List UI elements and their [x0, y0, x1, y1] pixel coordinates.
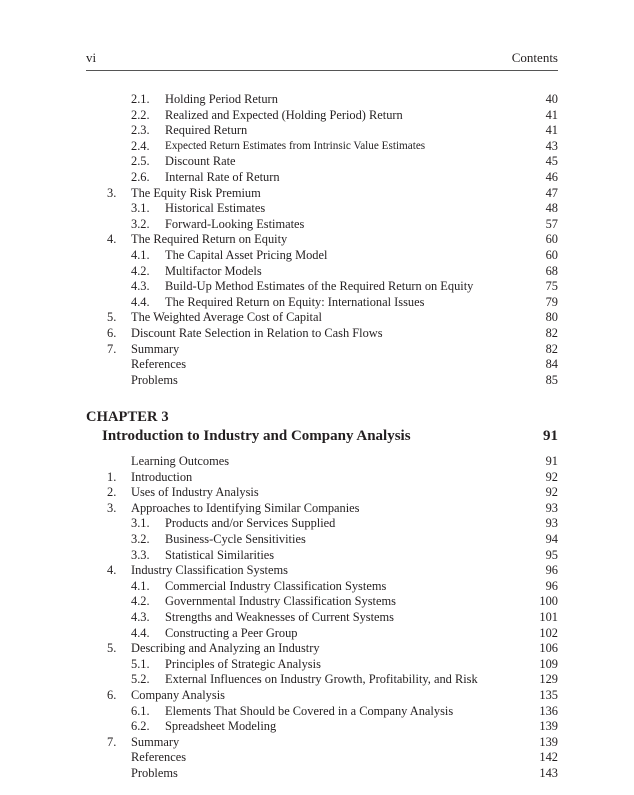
toc-entry-number: 5.1.	[131, 656, 150, 671]
toc-entry-number: 6.1.	[131, 703, 150, 718]
toc-entry-page: 40	[545, 92, 558, 106]
toc-entry-number: 2.4.	[131, 138, 150, 153]
toc-entry-number: 4.4.	[131, 294, 150, 309]
toc-entry-title: Discount Rate	[165, 154, 236, 169]
toc-entry-page: 91	[545, 454, 558, 468]
toc-entry-number: 4.4.	[131, 625, 150, 640]
toc-entry-title: Required Return	[165, 123, 248, 138]
toc-entry[interactable]	[86, 373, 558, 389]
toc-entry-number: 5.	[107, 310, 117, 325]
chapter-title-row[interactable]	[86, 426, 558, 448]
toc-entry-page: 48	[545, 201, 558, 216]
toc-entry[interactable]	[86, 454, 558, 470]
toc-entry-title: Principles of Strategic Analysis	[165, 656, 321, 671]
toc-entry-number: 4.3.	[131, 279, 150, 294]
toc-entry-title: Governmental Industry Classification Systems	[165, 594, 396, 609]
toc-entry-page: 80	[545, 310, 558, 325]
toc-entry[interactable]	[86, 548, 558, 564]
toc-entry-number: 3.2.	[131, 531, 150, 546]
toc-entry-number: 2.2.	[131, 107, 150, 122]
toc-entry-number: 4.	[107, 563, 117, 578]
toc-entry-title: The Weighted Average Cost of Capital	[131, 310, 322, 325]
toc-entry-page: 47	[545, 185, 558, 200]
toc-entry-title: Expected Return Estimates from Intrinsic Value Estimates	[165, 139, 426, 152]
toc-entry-page: 68	[545, 263, 558, 278]
toc-entry-page: 92	[545, 485, 558, 500]
toc-entry-page: 96	[545, 563, 558, 578]
toc-entry-number: 3.1.	[131, 516, 150, 531]
toc-entry-title: Elements That Should be Covered in a Company Analysis	[165, 703, 454, 718]
toc-entry[interactable]	[86, 232, 558, 248]
toc-entry-number: 3.1.	[131, 201, 150, 216]
toc-entry[interactable]	[86, 579, 558, 595]
toc-entry-page: 84	[545, 357, 558, 372]
toc-entry[interactable]	[86, 516, 558, 532]
toc-entry-page: 82	[545, 325, 558, 340]
toc-entry[interactable]	[86, 672, 558, 688]
toc-entry-number: 2.5.	[131, 154, 150, 169]
toc-entry-page: 85	[545, 372, 558, 387]
toc-entry-number: 2.	[107, 485, 117, 500]
toc-entry-number: 4.1.	[131, 247, 150, 262]
toc-entry-page: 43	[545, 138, 558, 153]
toc-entry-number: 6.	[107, 687, 117, 702]
toc-entry-page: 136	[539, 703, 558, 718]
toc-entry-number: 2.1.	[131, 92, 150, 106]
toc-entry-title: Describing and Analyzing an Industry	[131, 641, 320, 656]
toc-entry-title: Industry Classification Systems	[131, 563, 288, 578]
toc-entry-page: 93	[545, 500, 558, 515]
toc-entry-title: Problems	[131, 765, 178, 780]
toc-entry[interactable]	[86, 248, 558, 264]
toc-entry-page: 82	[545, 341, 558, 356]
toc-entry[interactable]	[86, 750, 558, 766]
toc-entry-title: Historical Estimates	[165, 201, 266, 216]
toc-entry-title: The Capital Asset Pricing Model	[165, 247, 328, 262]
toc-entry-page: 75	[545, 279, 558, 294]
chapter-label: CHAPTER 3	[86, 409, 169, 425]
toc-entry-title: Spreadsheet Modeling	[165, 719, 277, 734]
toc-entry-page: 41	[545, 107, 558, 122]
toc-entry-number: 2.6.	[131, 169, 150, 184]
toc-entry-page: 100	[539, 594, 558, 609]
toc-entry-page: 60	[545, 247, 558, 262]
toc-entry-page: 101	[539, 609, 558, 624]
toc-entry-title: Build-Up Method Estimates of the Required Return on Equity	[165, 279, 474, 294]
toc-entry-page: 93	[545, 516, 558, 531]
toc-entry[interactable]	[86, 326, 558, 342]
toc-entry[interactable]	[86, 108, 558, 124]
toc-entry[interactable]	[86, 657, 558, 673]
toc-entry[interactable]	[86, 295, 558, 311]
toc-entry-title: The Equity Risk Premium	[131, 185, 261, 200]
toc-entry[interactable]	[86, 563, 558, 579]
toc-entry-title: Business-Cycle Sensitivities	[165, 531, 306, 546]
toc-entry-title: The Required Return on Equity: International Issues	[165, 294, 425, 309]
toc-entry-title: Forward-Looking Estimates	[165, 216, 305, 231]
toc-entry-number: 5.	[107, 641, 117, 656]
toc-previous-chapter	[86, 92, 558, 388]
toc-entry[interactable]	[86, 594, 558, 610]
toc-entry-title: Discount Rate Selection in Relation to Cash Flows	[131, 325, 383, 340]
toc-entry-number: 6.	[107, 325, 117, 340]
toc-entry-page: 129	[539, 672, 558, 687]
toc-entry[interactable]	[86, 310, 558, 326]
toc-entry-page: 41	[545, 123, 558, 138]
toc-entry[interactable]	[86, 501, 558, 517]
toc-entry[interactable]	[86, 123, 558, 139]
toc-entry-page: 106	[539, 641, 558, 656]
toc-entry-page: 139	[539, 719, 558, 734]
toc-entry-title: Statistical Similarities	[165, 547, 275, 562]
toc-entry[interactable]	[86, 217, 558, 233]
toc-entry-number: 3.3.	[131, 547, 150, 562]
toc-entry[interactable]	[86, 139, 558, 155]
toc-entry-title: Strengths and Weaknesses of Current Systems	[165, 609, 395, 624]
toc-entry-page: 92	[545, 469, 558, 484]
toc-entry-page: 57	[545, 216, 558, 231]
toc-entry-page: 94	[545, 531, 558, 546]
toc-entry[interactable]	[86, 154, 558, 170]
toc-entry[interactable]	[86, 704, 558, 720]
toc-entry-title: External Influences on Industry Growth, Profitability, and Risk	[165, 672, 478, 687]
toc-entry-number: 3.2.	[131, 216, 150, 231]
toc-entry-title: Internal Rate of Return	[165, 169, 280, 184]
page-header	[86, 50, 558, 68]
toc-entry[interactable]	[86, 688, 558, 704]
toc-entry-title: References	[131, 357, 187, 372]
toc-entry-number: 4.	[107, 232, 117, 247]
toc-entry-page: 96	[545, 578, 558, 593]
toc-entry-number: 1.	[107, 469, 117, 484]
toc-entry-title: Constructing a Peer Group	[165, 625, 298, 640]
chapter-title: Introduction to Industry and Company Analysis	[102, 428, 411, 444]
toc-entry-page: 139	[539, 734, 558, 749]
chapter-heading	[86, 408, 558, 448]
toc-entry[interactable]	[86, 170, 558, 186]
toc-entry-page: 102	[539, 625, 558, 640]
toc-entry-page: 143	[539, 765, 558, 780]
toc-entry-title: Uses of Industry Analysis	[131, 485, 259, 500]
toc-entry-title: Commercial Industry Classification Systems	[165, 578, 387, 593]
toc-entry-title: Introduction	[131, 469, 193, 484]
toc-entry[interactable]	[86, 719, 558, 735]
toc-entry-number: 7.	[107, 734, 117, 749]
toc-entry-title: Products and/or Services Supplied	[165, 516, 336, 531]
toc-entry[interactable]	[86, 201, 558, 217]
toc-entry-page: 45	[545, 154, 558, 169]
toc-entry-number: 2.3.	[131, 123, 150, 138]
toc-entry-title: Multifactor Models	[165, 263, 262, 278]
toc-entry-title: Realized and Expected (Holding Period) Return	[165, 107, 403, 122]
toc-entry-title: References	[131, 750, 187, 765]
toc-entry[interactable]	[86, 186, 558, 202]
toc-entry-number: 4.1.	[131, 578, 150, 593]
toc-entry-title: Summary	[131, 734, 180, 749]
toc-entry-title: Company Analysis	[131, 687, 225, 702]
toc-entry-title: Problems	[131, 372, 178, 387]
toc-entry[interactable]	[86, 766, 558, 782]
toc-entry-title: The Required Return on Equity	[131, 232, 288, 247]
toc-entry-number: 3.	[107, 185, 117, 200]
toc-chapter-3	[86, 454, 558, 781]
toc-entry[interactable]	[86, 485, 558, 501]
toc-entry-title: Holding Period Return	[165, 92, 278, 106]
toc-entry-number: 6.2.	[131, 719, 150, 734]
chapter-page-number: 91	[543, 428, 558, 444]
toc-entry[interactable]	[86, 92, 558, 108]
toc-entry[interactable]	[86, 532, 558, 548]
toc-entry[interactable]	[86, 470, 558, 486]
toc-entry[interactable]	[86, 342, 558, 358]
toc-entry[interactable]	[86, 357, 558, 373]
toc-entry[interactable]	[86, 279, 558, 295]
toc-entry[interactable]	[86, 626, 558, 642]
toc-entry[interactable]	[86, 735, 558, 751]
toc-entry-number: 7.	[107, 341, 117, 356]
toc-entry-page: 135	[539, 687, 558, 702]
toc-entry-number: 4.3.	[131, 609, 150, 624]
toc-entry-title: Summary	[131, 341, 180, 356]
toc-entry-page: 109	[539, 656, 558, 671]
toc-entry[interactable]	[86, 610, 558, 626]
page-number: vi	[86, 50, 97, 65]
toc-entry-page: 95	[545, 547, 558, 562]
toc-entry[interactable]	[86, 264, 558, 280]
header-rule	[86, 70, 558, 71]
toc-entry-page: 46	[545, 169, 558, 184]
toc-entry-title: Learning Outcomes	[131, 454, 230, 468]
toc-entry-number: 5.2.	[131, 672, 150, 687]
toc-entry-number: 4.2.	[131, 594, 150, 609]
toc-entry-title: Approaches to Identifying Similar Companies	[131, 500, 360, 515]
toc-entry[interactable]	[86, 641, 558, 657]
toc-entry-number: 4.2.	[131, 263, 150, 278]
toc-entry-page: 142	[539, 750, 558, 765]
toc-entry-page: 79	[545, 294, 558, 309]
running-title: Contents	[511, 50, 558, 65]
toc-entry-number: 3.	[107, 500, 117, 515]
toc-entry-page: 60	[545, 232, 558, 247]
